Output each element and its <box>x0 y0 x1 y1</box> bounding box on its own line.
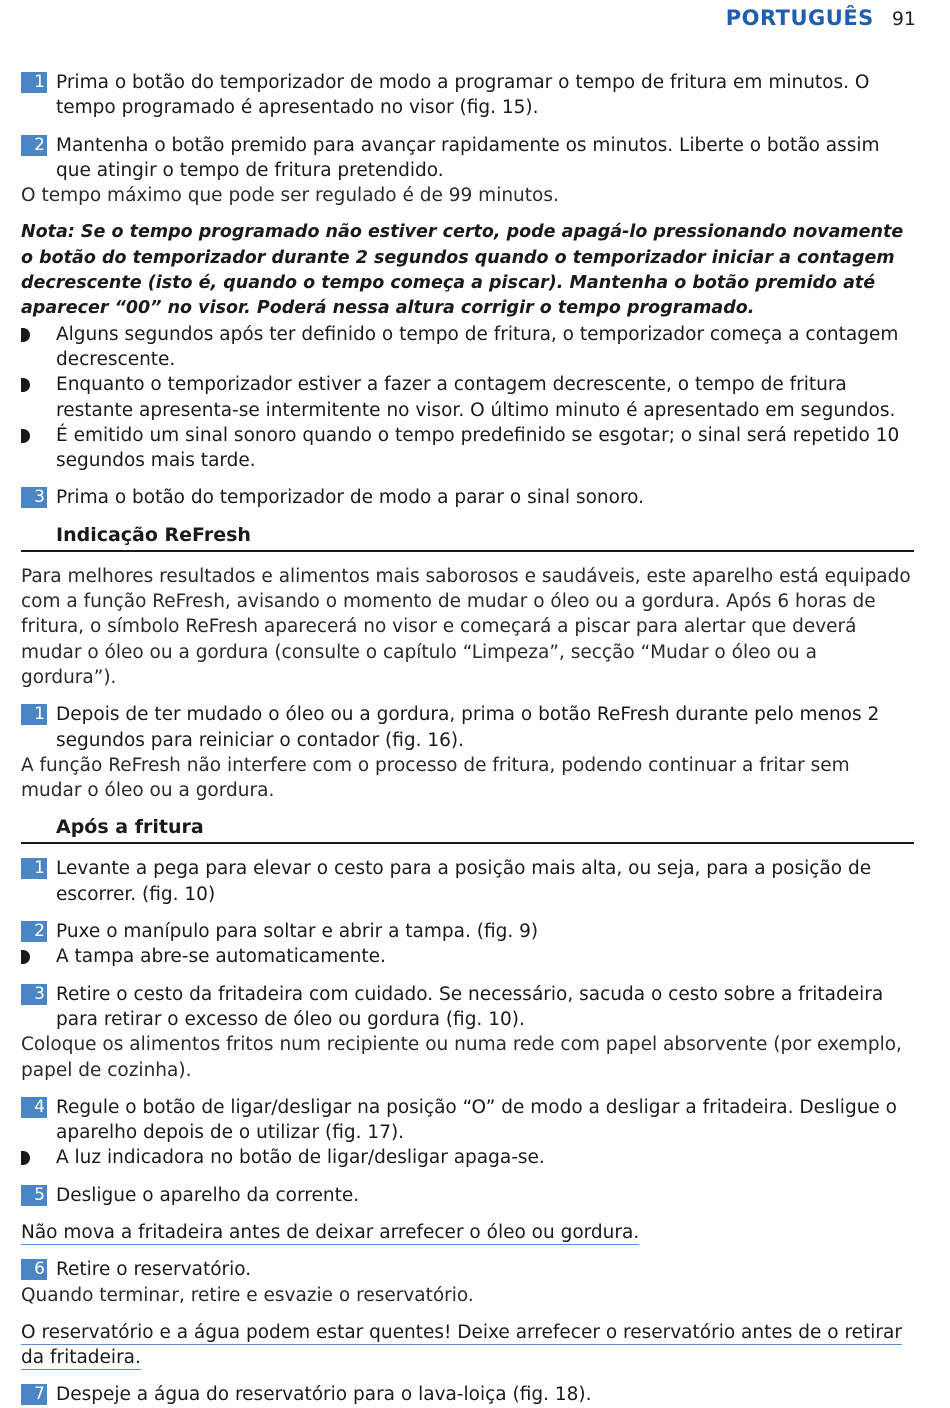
warning-text <box>21 1220 914 1245</box>
step-number-badge: 4 <box>21 1097 47 1118</box>
spacer <box>21 1208 914 1220</box>
spacer <box>21 690 914 702</box>
step-number-badge: 3 <box>21 984 47 1005</box>
spacer <box>21 970 914 982</box>
step-number-badge: 6 <box>21 1259 47 1280</box>
bullet-text: Enquanto o temporizador estiver a fazer a contagem decrescente, o tempo de fritura restante apresenta-se intermitente no visor. O último minuto é apresentado em segundos. <box>56 374 896 421</box>
result-bullet <box>21 423 914 474</box>
step-text: Retire o reservatório. <box>56 1259 252 1281</box>
step-text: Desligue o aparelho da corrente. <box>56 1184 360 1206</box>
step-text: Prima o botão do temporizador de modo a programar o tempo de fritura em minutos. O tempo programado é apresentado no visor (fig. 15). <box>56 72 870 119</box>
spacer <box>21 552 914 564</box>
paragraph: Para melhores resultados e alimentos mais saborosos e saudáveis, este aparelho está equipado com a função ReFresh, avisando o momento de mudar o óleo ou a gordura. Após 6 horas de fritura, o símbolo ReFresh aparecerá no visor e começará a piscar para alertar que deverá mudar o óleo ou a gordura (consulte o capítulo “Limpeza”, secção “Mudar o óleo ou a gordura”). <box>21 565 911 688</box>
warning-text <box>21 1320 914 1371</box>
step-text: Levante a pega para elevar o cesto para a posição mais alta, ou seja, para a posição de escorrer. (fig. 10) <box>56 858 872 905</box>
numbered-step <box>21 919 914 944</box>
numbered-step <box>21 485 914 510</box>
step-number-badge: 2 <box>21 921 47 942</box>
page-header <box>726 6 916 36</box>
section-heading: Após a fritura <box>21 815 914 844</box>
step-number-badge: 7 <box>21 1384 47 1405</box>
result-bullet <box>21 322 914 373</box>
warning-underlined-text: O reservatório e a água podem estar quentes! Deixe arrefecer o reservatório antes de o retirar da fritadeira. <box>21 1321 902 1369</box>
warning-underlined-text: Não mova a fritadeira antes de deixar arrefecer o óleo ou gordura. <box>21 1221 640 1243</box>
spacer <box>21 1370 914 1382</box>
numbered-step <box>21 1257 914 1282</box>
numbered-step <box>21 1095 914 1146</box>
result-bullet <box>21 1145 914 1170</box>
numbered-step <box>21 133 914 184</box>
step-number-badge: 5 <box>21 1185 47 1206</box>
step-number-badge: 1 <box>21 858 47 879</box>
step-text: Mantenha o botão premido para avançar rapidamente os minutos. Liberte o botão assim que atingir o tempo de fritura pretendido. <box>56 134 880 181</box>
spacer <box>21 844 914 856</box>
step-text: Depois de ter mudado o óleo ou a gordura, prima o botão ReFresh durante pelo menos 2 segundos para reiniciar o contador (fig. 16). <box>56 704 880 751</box>
numbered-step <box>21 1183 914 1208</box>
bullet-text: Alguns segundos após ter definido o tempo de fritura, o temporizador começa a contagem decrescente. <box>56 323 899 370</box>
section-heading: Indicação ReFresh <box>21 523 914 552</box>
step-text: Regule o botão de ligar/desligar na posição “O” de modo a desligar a fritadeira. Desligue o aparelho depois de o utilizar (fig. 17). <box>56 1096 898 1144</box>
step-number-badge: 2 <box>21 135 47 156</box>
spacer <box>21 1245 914 1257</box>
spacer <box>21 1083 914 1095</box>
paragraph: O tempo máximo que pode ser regulado é de 99 minutos. <box>21 185 559 207</box>
step-text: Prima o botão do temporizador de modo a parar o sinal sonoro. <box>56 487 645 509</box>
spacer <box>21 1171 914 1183</box>
numbered-step <box>21 702 914 753</box>
spacer <box>21 208 914 220</box>
paragraph: Coloque os alimentos fritos num recipiente ou numa rede com papel absorvente (por exemplo, papel de cozinha). <box>21 1034 902 1081</box>
result-bullet <box>21 944 914 969</box>
spacer <box>21 473 914 485</box>
step-text: Puxe o manípulo para soltar e abrir a tampa. (fig. 9) <box>56 921 539 943</box>
manual-content <box>21 70 914 1408</box>
step-text: Despeje a água do reservatório para o lava-loiça (fig. 18). <box>56 1384 592 1406</box>
spacer <box>21 907 914 919</box>
spacer <box>21 511 914 523</box>
bullet-text: A luz indicadora no botão de ligar/desligar apaga-se. <box>56 1147 545 1169</box>
spacer <box>21 121 914 133</box>
paragraph: A função ReFresh não interfere com o processo de fritura, podendo continuar a fritar sem mudar o óleo ou a gordura. <box>21 754 850 802</box>
note-paragraph: Nota: Se o tempo programado não estiver certo, pode apagá-lo pressionando novamente o botão do temporizador durante 2 segundos quando o temporizador iniciar a contagem decrescente (isto é, quando o tempo começa a piscar). Mantenha o botão premido até aparecer “00” no visor. Poderá nessa altura corrigir o tempo programado. <box>21 222 904 319</box>
step-number-badge: 1 <box>21 704 47 725</box>
bullet-text: É emitido um sinal sonoro quando o tempo predefinido se esgotar; o sinal será repetido 10 segundos mais tarde. <box>56 424 900 472</box>
step-text: Retire o cesto da fritadeira com cuidado. Se necessário, sacuda o cesto sobre a fritadeira para retirar o excesso de óleo ou gordura (fig. 10). <box>56 983 884 1030</box>
numbered-step <box>21 982 914 1033</box>
numbered-step <box>21 1382 914 1407</box>
result-bullet <box>21 372 914 423</box>
numbered-step <box>21 70 914 121</box>
bullet-text: A tampa abre-se automaticamente. <box>56 946 386 968</box>
page-number: 91 <box>891 8 916 30</box>
step-number-badge: 1 <box>21 72 47 93</box>
spacer <box>21 803 914 815</box>
paragraph: Quando terminar, retire e esvazie o reservatório. <box>21 1284 474 1306</box>
language-label: PORTUGUÊS <box>725 6 874 30</box>
step-number-badge: 3 <box>21 487 47 508</box>
numbered-step <box>21 856 914 907</box>
spacer <box>21 1308 914 1320</box>
